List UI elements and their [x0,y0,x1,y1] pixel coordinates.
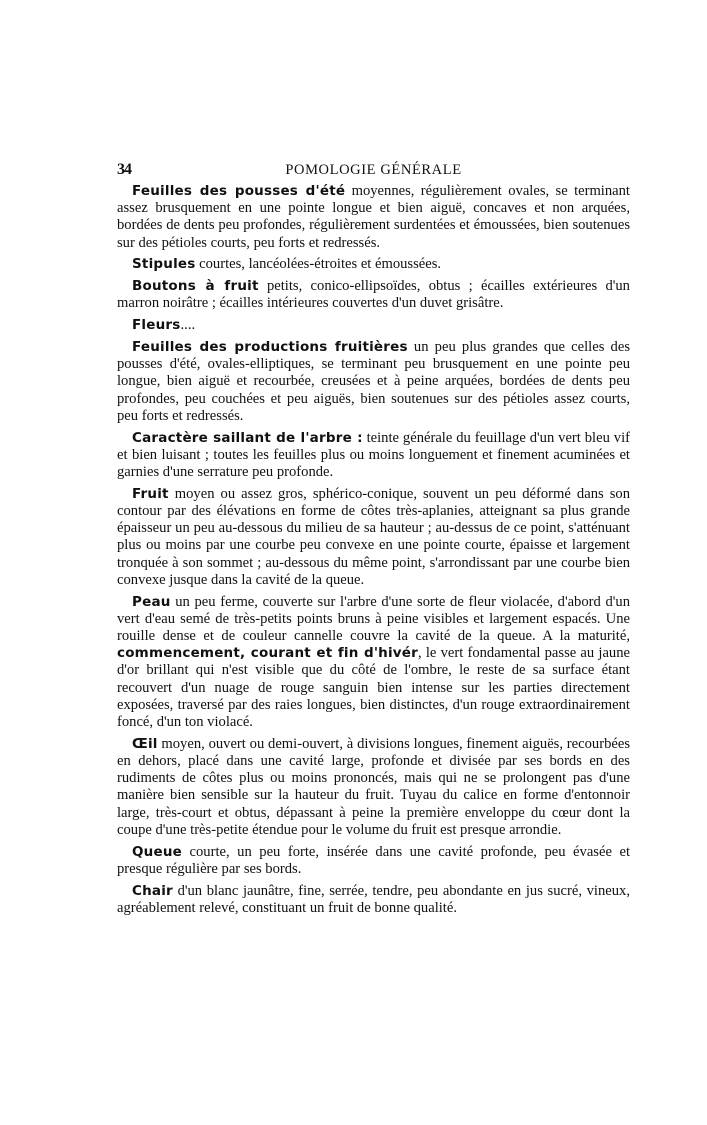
paragraph-caractere [117,430,630,482]
maturity-period: commencement, courant et fin d'hivér [117,645,419,662]
paragraph-boutons [117,278,630,312]
running-title: POMOLOGIE GÉNÉRALE [285,162,462,178]
paragraph-lead: Feuilles des pousses d'été [132,183,346,199]
paragraph-text: courte, un peu forte, insérée dans une cavité profonde, peu évasée et presque régulière par ses bords. [117,843,630,877]
paragraph-stipules [117,256,630,273]
page-number: 34 [117,161,131,178]
paragraph-lead: Œil [132,735,158,752]
paragraph-lead: Fleurs [132,317,181,334]
paragraph-feuilles-pousses [117,183,630,252]
paragraph-feuilles-productions [117,339,630,425]
paragraph-oeil [117,736,630,839]
paragraph-text: moyen, ouvert ou demi-ouvert, à divisions longues, finement aiguës, recourbées en dehors, placé dans une cavité large, profonde et divisée par ses bords en des rudiments de côtes plus ou moins prononcés, mais qui ne se prolongent pas d'une manière bien sensible sur la hauteur du fruit. Tuyau du calice en forme d'entonnoir large, très-court et obtus, dépassant à peine la première enveloppe du cœur dont la coupe d'une très-petite étendue pour le volume du fruit est presque arrondie. [117,735,630,838]
paragraph-lead: Fruit [132,485,169,502]
paragraph-lead: Feuilles des productions fruitières [132,339,408,355]
paragraph-text: d'un blanc jaunâtre, fine, serrée, tendre, peu abondante en jus sucré, vineux, agréablement relevé, constituant un fruit de bonne qualité. [117,882,630,916]
paragraph-peau [117,594,630,732]
paragraph-text: moyen ou assez gros, sphérico-conique, souvent un peu déformé dans son contour par des élévations en forme de côtes très-aplanies, atteignant sa plus grande épaisseur un peu au-dessous du milieu de sa hauteur ; au-dessus de ce point, s'atténuant plus ou moins par une courbe peu convexe en une pointe courte, épaisse et largement tronquée à son sommet ; au-dessous du même point, s'arrondissant par une courbe bien convexe jusque dans la cavité de la queue. [117,485,630,588]
paragraph-lead: Caractère saillant de l'arbre : [132,429,363,446]
paragraph-fleurs [117,317,630,334]
paragraph-text: moyennes, régulièrement ovales, se terminant assez brusquement en une pointe longue et bien aiguë, concaves et non arquées, bordées de dents peu profondes, régulièrement surdentées et émoussées, bien soutenues sur des pétioles courts, peu forts et redressés. [117,183,630,251]
paragraph-text-continued: , le vert fondamental passe au jaune d'or brillant qui n'est visible que du côté de l'ombre, le reste de sa surface étant recouvert d'un nuage de rouge sanguin bien intense sur les parties directement exposées, traversé par des raies longues, bien distinctes, d'un rouge extraordinairement foncé, d'un ton violacé. [117,645,630,731]
paragraph-lead: Chair [132,882,173,899]
paragraph-lead: Peau [132,593,171,610]
paragraph-text: un peu ferme, couverte sur l'arbre d'une sorte de fleur violacée, d'abord d'un vert d'eau semé de très-petits points bruns à peine visibles et largement espacés. Une rouille dense et de couleur cannelle couvre la cavité de la queue. A la maturité, [117,593,630,645]
paragraph-text: un peu plus grandes que celles des pousses d'été, ovales-elliptiques, se terminant peu brusquement en une pointe peu longue, bien aiguë et recourbée, creusées et à peine arquées, bordées de dents peu profondes, peu couchées et peu aiguës, bien soutenues sur des pétioles assez courts, peu forts et redressés. [117,339,630,424]
paragraph-text: .... [180,317,196,334]
paragraph-text: courtes, lancéolées-étroites et émoussées. [195,256,442,273]
paragraph-text: petits, conico-ellipsoïdes, obtus ; écailles extérieures d'un marron noirâtre ; écailles intérieures couvertes d'un duvet grisâtre. [117,278,630,312]
paragraph-fruit [117,486,630,589]
page-header [117,161,630,181]
paragraph-chair [117,883,630,917]
body-text [117,183,630,922]
paragraph-lead: Queue [132,843,183,860]
paragraph-queue [117,844,630,878]
paragraph-lead: Boutons à fruit [132,278,259,295]
paragraph-text: teinte générale du feuillage d'un vert bleu vif et bien luisant ; toutes les feuilles plus ou moins longuement et finement acuminées et garnies d'une serrature peu profonde. [117,429,630,481]
paragraph-lead: Stipules [132,256,196,273]
